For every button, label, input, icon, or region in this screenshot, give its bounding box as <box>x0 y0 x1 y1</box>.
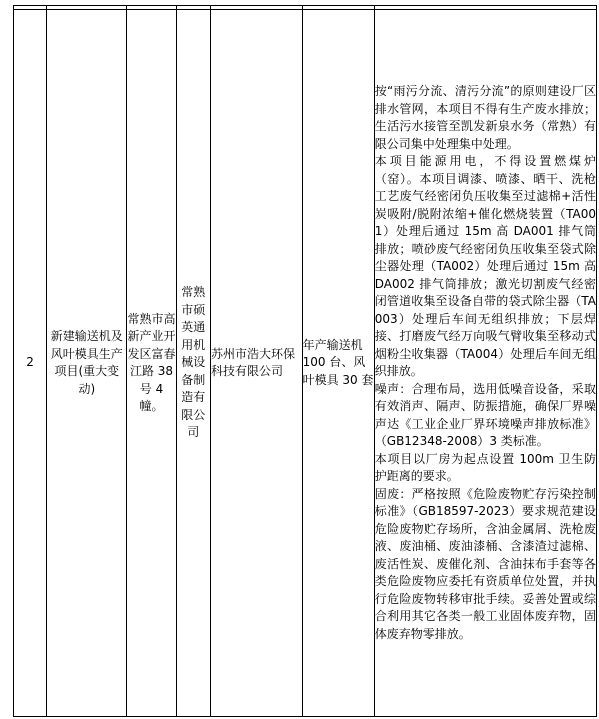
construction-unit-cell: 常熟市硕英通用机械设备制造有限公司 <box>176 10 210 717</box>
project-address-cell: 常熟市高新产业开发区富春江路 38 号 4 幢。 <box>127 10 176 717</box>
noise-requirement: 噪声：合理布局，选用低噪音设备，采取有效消声、隔声、防振措施，确保厂界噪声达《工业企业厂界环境噪声排放标准》（GB12348-2008）3 类标准。 <box>374 381 596 448</box>
wastewater-requirement: 按“雨污分流、清污分流”的原则建设厂区排水管网，本项目不得有生产废水排放；生活污水接管至凯发新泉水务（常熟）有限公司集中处理集中处理。 <box>374 84 596 151</box>
exhaust-gas-requirement: 本项目能源用电，不得设置燃煤炉（窑）。本项目调漆、喷漆、晒干、洗枪工艺废气经密闭负压收集至过滤棉+活性炭吸附/脱附浓缩+催化燃烧装置（TA001）处理后通过 15m 高 DA001 排气筒排放；喷砂废气经密闭负压收集至袋式除尘器处理（TA002）处理后通过 15m 高 DA002 排气筒排放；激光切割废气经密闭管道收集至设备自带的袋式除尘器（TA003）处理后车间无组织排放；下层焊接、打磨废气经万向吸气臂收集至移动式烟粉尘收集器（TA004）处理后车间无组织排放。 <box>374 154 596 378</box>
table-row <box>14 10 597 717</box>
protection-distance-requirement: 本项目以厂房为起点设置 100m 卫生防护距离的要求。 <box>374 451 596 483</box>
project-name-cell: 新建输送机及风叶模具生产项目(重大变动) <box>47 10 127 717</box>
row-number-cell: 2 <box>14 10 47 717</box>
project-approval-table <box>13 5 597 717</box>
environmental-requirements-cell <box>374 10 596 717</box>
production-scale-cell: 年产输送机 100 台、风叶模具 30 套 <box>302 10 374 717</box>
solid-waste-requirement: 固废：严格按照《危险废物贮存污染控制标准》（GB18597-2023）要求规范建设危险废物贮存场所，含油金属屑、洗枪废液、废油桶、废油漆桶、含漆渣过滤棉、废活性炭、废催化剂、含油抹布手套等各类危险废物应委托有资质单位处置，并执行危险废物转移审批手续。妥善处置或综合利用其它各类一般工业固体废弃物，固体废弃物零排放。 <box>374 486 596 641</box>
eia-company-cell: 苏州市浩大环保科技有限公司 <box>210 10 302 717</box>
